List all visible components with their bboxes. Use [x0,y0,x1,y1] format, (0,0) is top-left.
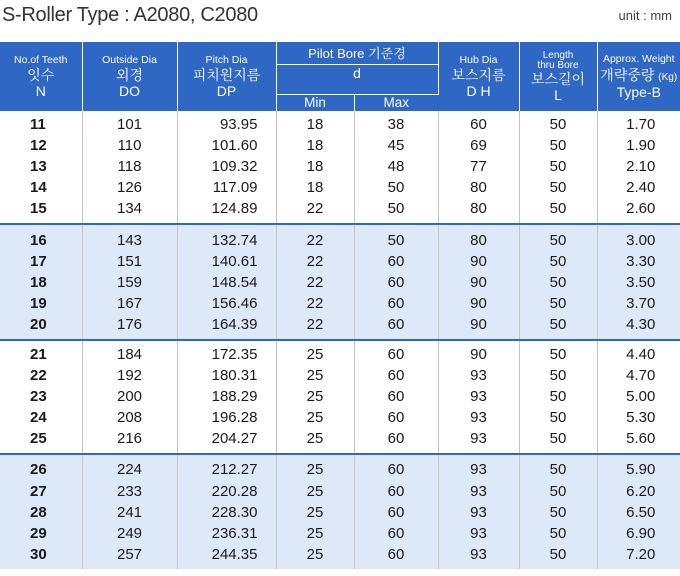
cell-max: 60 [354,544,438,569]
table-row [0,340,680,365]
cell-min: 22 [276,272,354,293]
cell-od: 216 [82,428,177,454]
cell-w: 5.90 [597,454,680,480]
cell-n: 13 [0,156,82,177]
cell-dh: 90 [438,314,519,340]
sprocket-spec-table [0,42,680,569]
header-teeth: No.of Teeth 잇수 N [0,42,82,111]
cell-min: 25 [276,407,354,428]
cell-w: 6.90 [597,523,680,544]
table-row [0,251,680,272]
unit-label: unit : mm [618,8,672,23]
header-hub-dia: Hub Dia 보스지름 D H [438,42,519,111]
cell-max: 60 [354,386,438,407]
cell-max: 50 [354,177,438,198]
cell-min: 25 [276,428,354,454]
cell-min: 22 [276,198,354,224]
table-row [0,177,680,198]
cell-l: 50 [519,340,597,365]
cell-l: 50 [519,386,597,407]
cell-dp: 204.27 [177,428,276,454]
table-row [0,523,680,544]
cell-min: 22 [276,224,354,250]
cell-dh: 80 [438,177,519,198]
cell-w: 4.70 [626,367,656,385]
cell-dp: 109.32 [177,156,276,177]
cell-l: 50 [519,111,597,135]
cell-min: 22 [276,314,354,340]
cell-max: 45 [354,135,438,156]
cell-n: 17 [0,251,82,272]
cell-n: 22 [0,365,82,386]
cell-min: 22 [276,251,354,272]
cell-dh: 93 [438,544,519,569]
cell-od: 233 [82,481,177,502]
cell-min: 25 [276,544,354,569]
cell-od: 101 [82,111,177,135]
cell-min: 25 [276,386,354,407]
cell-max: 60 [354,272,438,293]
table-row [0,428,680,454]
cell-dp: 124.89 [177,198,276,224]
cell-od: 249 [82,523,177,544]
cell-w: 1.90 [626,137,656,155]
cell-min: 18 [276,111,354,135]
table-row [0,135,680,156]
table-row [0,156,680,177]
cell-dh: 90 [438,340,519,365]
cell-w: 1.70 [626,116,656,134]
header-pilot-bore: Pilot Bore 기준경 d [276,42,438,95]
cell-n: 12 [0,135,82,156]
cell-od: 126 [82,177,177,198]
cell-w: 4.30 [597,314,680,340]
cell-l: 50 [519,428,597,454]
cell-l: 50 [519,177,597,198]
header-length: Length thru Bore 보스길이 L [519,42,597,111]
table-row [0,272,680,293]
table-row [0,544,680,569]
cell-od: 110 [82,135,177,156]
cell-dp: 188.29 [177,386,276,407]
cell-dp: 140.61 [177,251,276,272]
cell-min: 25 [276,365,354,386]
cell-l: 50 [519,454,597,480]
cell-min: 25 [276,523,354,544]
cell-w: 5.60 [626,430,656,448]
cell-dh: 93 [438,407,519,428]
cell-max: 60 [354,293,438,314]
cell-od: 151 [82,251,177,272]
cell-dh: 90 [438,272,519,293]
cell-dh: 90 [438,293,519,314]
cell-n: 24 [0,407,82,428]
cell-w: 4.40 [597,340,680,365]
cell-dh: 60 [438,111,519,135]
cell-n: 18 [0,272,82,293]
cell-l: 50 [519,224,597,250]
cell-dh: 80 [438,224,519,250]
cell-l: 50 [519,481,597,502]
cell-dp: 148.54 [177,272,276,293]
cell-min: 22 [276,293,354,314]
cell-dp: 180.31 [177,365,276,386]
cell-n: 29 [0,523,82,544]
cell-dh: 77 [438,156,519,177]
cell-od: 134 [82,198,177,224]
header-pitch-dia: Pitch Dia 피치원지름 DP [177,42,276,111]
cell-dh: 90 [438,251,519,272]
cell-od: 159 [82,272,177,293]
cell-n: 16 [0,224,82,250]
cell-dp: 101.60 [177,135,276,156]
cell-l: 50 [519,135,597,156]
cell-w: 2.60 [626,200,656,218]
row-group [0,340,680,454]
cell-l: 50 [519,156,597,177]
cell-dp: 117.09 [177,177,276,198]
cell-dh: 93 [438,428,519,454]
cell-dp: 228.30 [177,502,276,523]
table-row [0,224,680,250]
cell-w: 2.10 [626,158,656,176]
cell-max: 60 [354,481,438,502]
cell-n: 28 [0,502,82,523]
cell-l: 50 [519,502,597,523]
cell-dh: 93 [438,481,519,502]
cell-dp: 212.27 [177,454,276,480]
cell-l: 50 [519,272,597,293]
cell-max: 38 [354,111,438,135]
row-group [0,224,680,339]
row-group [0,454,680,568]
table-row [0,481,680,502]
table-row [0,386,680,407]
cell-od: 184 [82,340,177,365]
cell-w: 3.70 [597,293,680,314]
cell-l: 50 [519,523,597,544]
cell-max: 60 [354,340,438,365]
cell-od: 208 [82,407,177,428]
header-weight: Approx. Weight 개략중량 (Kg) Type-B [597,42,680,111]
cell-od: 167 [82,293,177,314]
table-row [0,407,680,428]
cell-dp: 236.31 [177,523,276,544]
header-outside-dia: Outside Dia 외경 DO [82,42,177,111]
cell-l: 50 [519,293,597,314]
cell-max: 60 [354,523,438,544]
cell-max: 60 [354,454,438,480]
cell-w: 6.50 [597,502,680,523]
cell-max: 60 [354,428,438,454]
cell-l: 50 [519,407,597,428]
cell-min: 25 [276,502,354,523]
cell-n: 19 [0,293,82,314]
cell-dp: 196.28 [177,407,276,428]
cell-max: 60 [354,314,438,340]
cell-dp: 132.74 [177,224,276,250]
cell-dh: 80 [438,198,519,224]
cell-dp: 164.39 [177,314,276,340]
cell-max: 48 [354,156,438,177]
page-title: S-Roller Type : A2080, C2080 [2,4,258,26]
row-group [0,111,680,224]
cell-dh: 93 [438,386,519,407]
cell-max: 50 [354,224,438,250]
table-row [0,365,680,386]
table-row [0,502,680,523]
cell-dp: 244.35 [177,544,276,569]
table-row [0,198,680,224]
cell-dh: 93 [438,502,519,523]
cell-min: 18 [276,135,354,156]
cell-od: 200 [82,386,177,407]
cell-dh: 93 [438,365,519,386]
cell-w: 6.20 [597,481,680,502]
cell-od: 224 [82,454,177,480]
cell-max: 60 [354,407,438,428]
cell-l: 50 [519,251,597,272]
cell-n: 27 [0,481,82,502]
cell-max: 60 [354,251,438,272]
table-row [0,293,680,314]
header-min: Min [276,95,354,112]
cell-n: 14 [0,177,82,198]
cell-w: 3.30 [597,251,680,272]
cell-l: 50 [519,314,597,340]
cell-n: 11 [0,111,82,135]
table-header [0,42,680,111]
cell-w: 5.30 [626,409,656,427]
cell-dp: 93.95 [177,111,276,135]
cell-max: 50 [354,198,438,224]
header-max: Max [354,95,438,112]
cell-max: 60 [354,502,438,523]
cell-l: 50 [519,198,597,224]
cell-n: 21 [0,340,82,365]
cell-min: 25 [276,454,354,480]
cell-min: 18 [276,156,354,177]
cell-od: 192 [82,365,177,386]
cell-l: 50 [519,365,597,386]
cell-dp: 156.46 [177,293,276,314]
cell-dp: 220.28 [177,481,276,502]
table-row [0,314,680,340]
cell-max: 60 [354,365,438,386]
cell-od: 257 [82,544,177,569]
cell-n: 20 [0,314,82,340]
cell-od: 241 [82,502,177,523]
cell-w: 7.20 [597,544,680,569]
cell-l: 50 [519,544,597,569]
cell-n: 15 [0,198,82,224]
cell-min: 25 [276,340,354,365]
cell-od: 143 [82,224,177,250]
table-row [0,454,680,480]
cell-dh: 93 [438,454,519,480]
cell-n: 25 [0,428,82,454]
cell-od: 118 [82,156,177,177]
cell-w: 2.40 [626,179,656,197]
cell-min: 18 [276,177,354,198]
cell-dh: 93 [438,523,519,544]
cell-min: 25 [276,481,354,502]
cell-dh: 69 [438,135,519,156]
cell-n: 26 [0,454,82,480]
cell-od: 176 [82,314,177,340]
cell-w: 3.50 [597,272,680,293]
cell-w: 5.00 [626,388,656,406]
cell-n: 23 [0,386,82,407]
table-row [0,111,680,135]
cell-n: 30 [0,544,82,569]
cell-dp: 172.35 [177,340,276,365]
cell-w: 3.00 [597,224,680,250]
